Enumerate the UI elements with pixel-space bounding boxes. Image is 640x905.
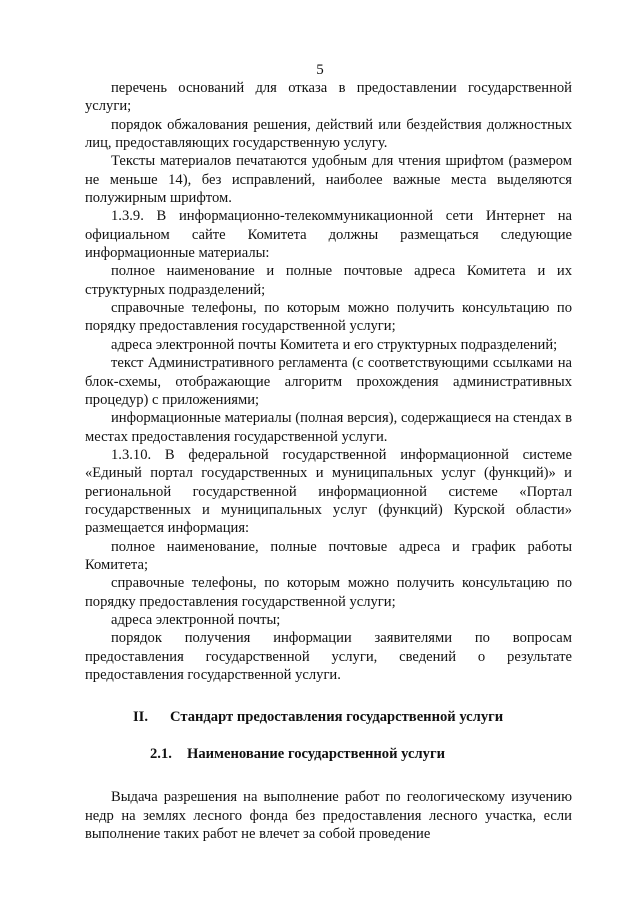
subsection-number: 2.1. [150, 746, 172, 763]
page-content [85, 79, 572, 843]
subsection-title: Наименование государственной услуги [187, 746, 445, 763]
paragraph: адреса электронной почты; [111, 611, 281, 628]
paragraph: перечень оснований для отказа в предоставлении государственной услуги; [85, 80, 572, 115]
paragraph: порядок обжалования решения, действий или бездействия должностных лиц, предоставляющих государственную услугу. [85, 116, 572, 152]
paragraph: справочные телефоны, по которым можно получить консультацию по порядку предоставления государственной услуги; [85, 575, 572, 610]
paragraph: Выдача разрешения на выполнение работ по геологическому изучению недр на землях лесного фонда без предоставления лесного участка, если выполнение таких работ не влечет за собой проведение [85, 789, 572, 843]
page-number: 5 [316, 62, 324, 78]
section-number: II. [133, 709, 149, 726]
paragraph: 1.3.10. В федеральной государственной информационной системе «Единый портал государственных и муниципальных услуг (функций)» и региональной государственной информационной системе «Портал государственных и муниципальных услуг (функций) Курской области» размещается информация: [85, 446, 572, 537]
paragraph: Тексты материалов печатаются удобным для чтения шрифтом (размером не меньше 14), без исправлений, наиболее важные места выделяются полужирным шрифтом. [85, 153, 572, 207]
paragraph: порядок получения информации заявителями по вопросам предоставления государственной услуги, сведений о результате предоставления государственной услуги. [85, 630, 572, 683]
paragraph: справочные телефоны, по которым можно получить консультацию по порядку предоставления государственной услуги; [85, 300, 572, 335]
section-title: Стандарт предоставления государственной услуги [170, 709, 504, 726]
paragraph: адреса электронной почты Комитета и его структурных подразделений; [111, 336, 558, 353]
paragraph: полное наименование, полные почтовые адреса и график работы Комитета; [85, 538, 572, 573]
section-heading [85, 708, 572, 726]
paragraph: текст Административного регламента (с соответствующими ссылками на блок-схемы, отображающие алгоритм прохождения административных процедур) с приложениями; [85, 355, 572, 408]
subsection-heading [85, 745, 572, 763]
paragraph: полное наименование и полные почтовые адреса Комитета и их структурных подразделений; [85, 263, 572, 298]
paragraph: 1.3.9. В информационно-телекоммуникационной сети Интернет на официальном сайте Комитета должны размещаться следующие информационные материалы: [85, 208, 572, 262]
paragraph: информационные материалы (полная версия), содержащиеся на стендах в местах предоставления государственной услуги. [85, 410, 572, 445]
